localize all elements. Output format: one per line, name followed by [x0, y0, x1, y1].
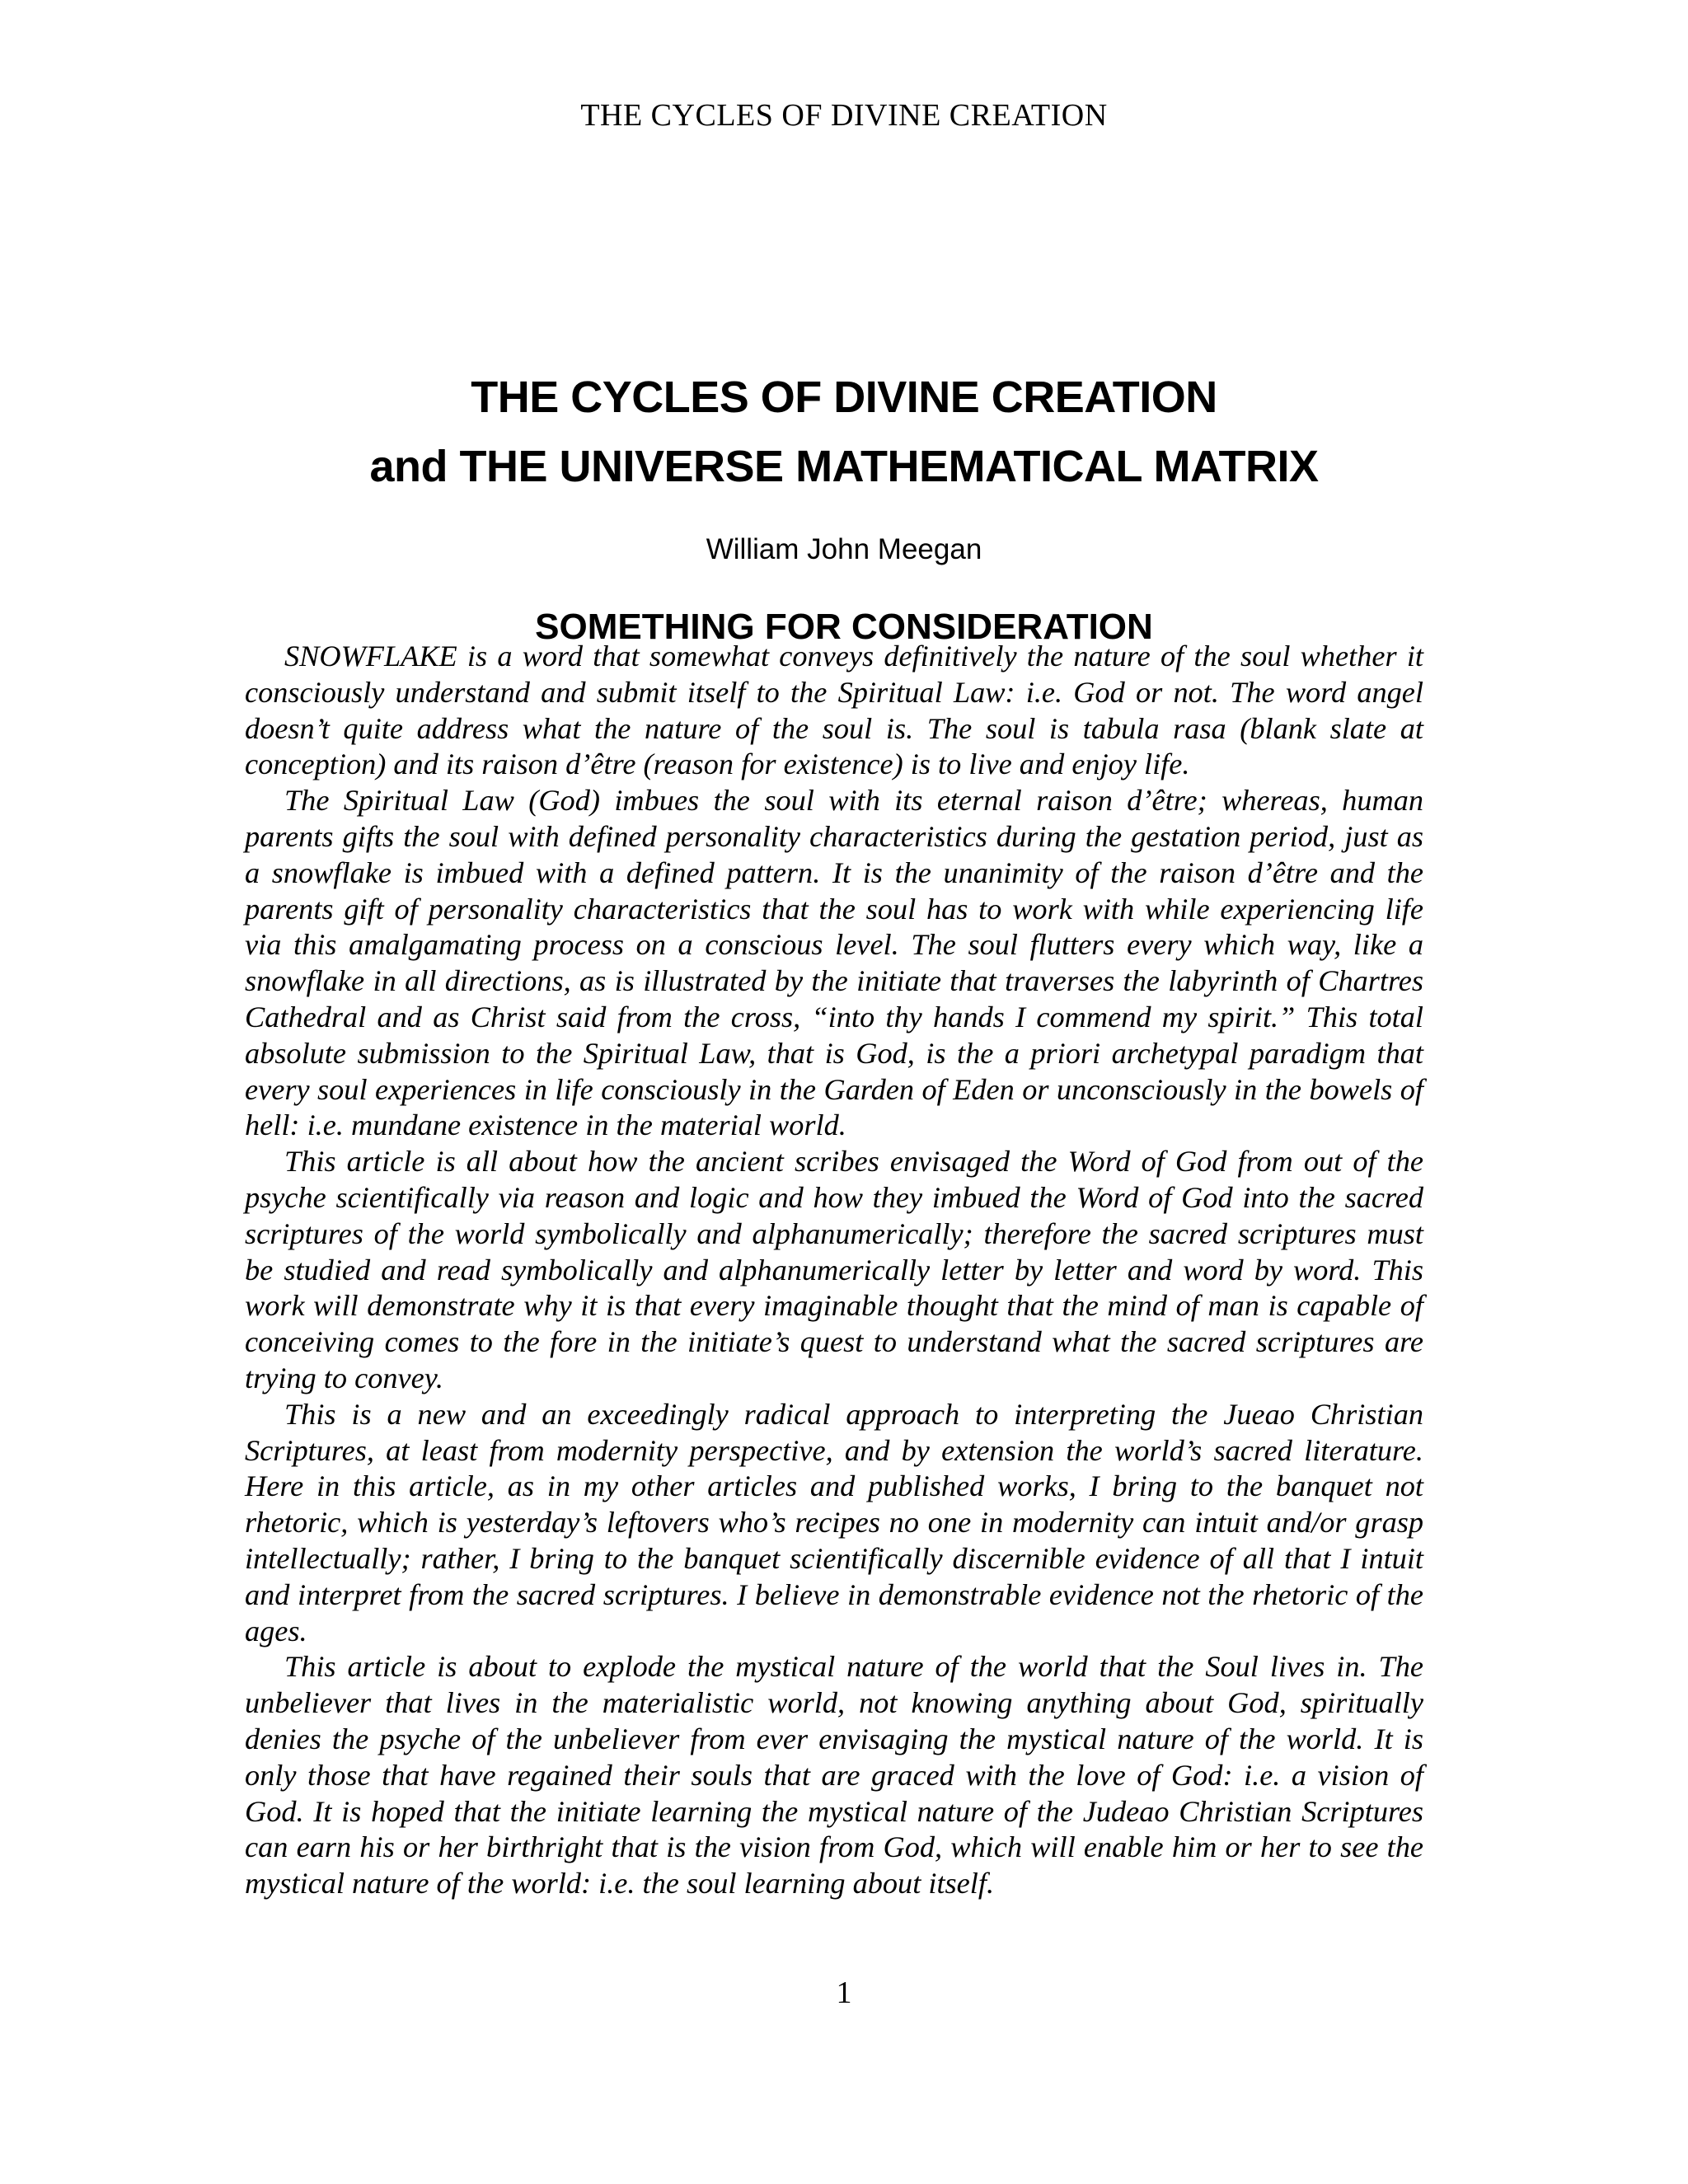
- document-title-line-1: THE CYCLES OF DIVINE CREATION: [471, 373, 1217, 422]
- page-number: 1: [836, 1975, 852, 2010]
- author-name: William John Meegan: [706, 533, 982, 565]
- paragraph-1: SNOWFLAKE is a word that somewhat conveys definitively the nature of the soul whether it consciously understand and submit itself to the Spiritual Law: i.e. God or not. The word angel doesn’t quite address what the nature of the soul is. The soul is tabula rasa (blank slate at conception) and its raison d’être (reason for existence) is to live and enjoy life.: [245, 640, 1423, 781]
- paragraph-4: This is a new and an exceedingly radical approach to interpreting the Jueao Christian Scriptures, at least from modernity perspective, and by extension the world’s sacred literature. Here in this article, as in my other articles and published works, I bring to the banquet not rhetoric, which is yesterday’s leftovers who’s recipes no one in modernity can intuit and/or grasp intellectually; rather, I bring to the banquet scientifically discernible evidence of all that I intuit and interpret from the sacred scriptures. I believe in demonstrable evidence not the rhetoric of the ages.: [245, 1397, 1423, 1647]
- paragraph-5: This article is about to explode the mystical nature of the world that the Soul lives in. The unbeliever that lives in the materialistic world, not knowing anything about God, spiritually denies the psyche of the unbeliever from ever envisaging the mystical nature of the world. It is only those that have regained their souls that are graced with the love of God: i.e. a vision of God. It is hoped that the initiate learning the mystical nature of the Judeao Christian Scriptures can earn his or her birthright that is the vision from God, which will enable him or her to see the mystical nature of the world: i.e. the soul learning about itself.: [245, 1650, 1423, 1900]
- paragraph-3: This article is all about how the ancient scribes envisaged the Word of God from out of the psyche scientifically via reason and logic and how they imbued the Word of God into the sacred scriptures of the world symbolically and alphanumerically; therefore the sacred scriptures must be studied and read symbolically and alphanumerically letter by letter and word by word. This work will demonstrate why it is that every imaginable thought that the mind of man is capable of conceiving comes to the fore in the initiate’s quest to understand what the sacred scriptures are trying to convey.: [245, 1145, 1423, 1394]
- paragraph-2: The Spiritual Law (God) imbues the soul with its eternal raison d’être; whereas, human parents gifts the soul with defined personality characteristics during the gestation period, just as a snowflake is imbued with a defined pattern. It is the unanimity of the raison d’être and the parents gift of personality characteristics that the soul has to work with while experiencing life via this amalgamating process on a conscious level. The soul flutters every which way, like a snowflake in all directions, as is illustrated by the initiate that traverses the labyrinth of Chartres Cathedral and as Christ said from the cross, “into thy hands I commend my spirit.” This total absolute submission to the Spiritual Law, that is God, is the a priori archetypal paradigm that every soul experiences in life consciously in the Garden of Eden or unconsciously in the bowels of hell: i.e. mundane existence in the material world.: [245, 784, 1423, 1142]
- section-heading: SOMETHING FOR CONSIDERATION: [535, 607, 1153, 647]
- body-text: [245, 639, 1423, 1902]
- document-title-line-2: and THE UNIVERSE MATHEMATICAL MATRIX: [369, 442, 1319, 491]
- running-header: THE CYCLES OF DIVINE CREATION: [580, 98, 1108, 133]
- title-block: [0, 363, 1688, 653]
